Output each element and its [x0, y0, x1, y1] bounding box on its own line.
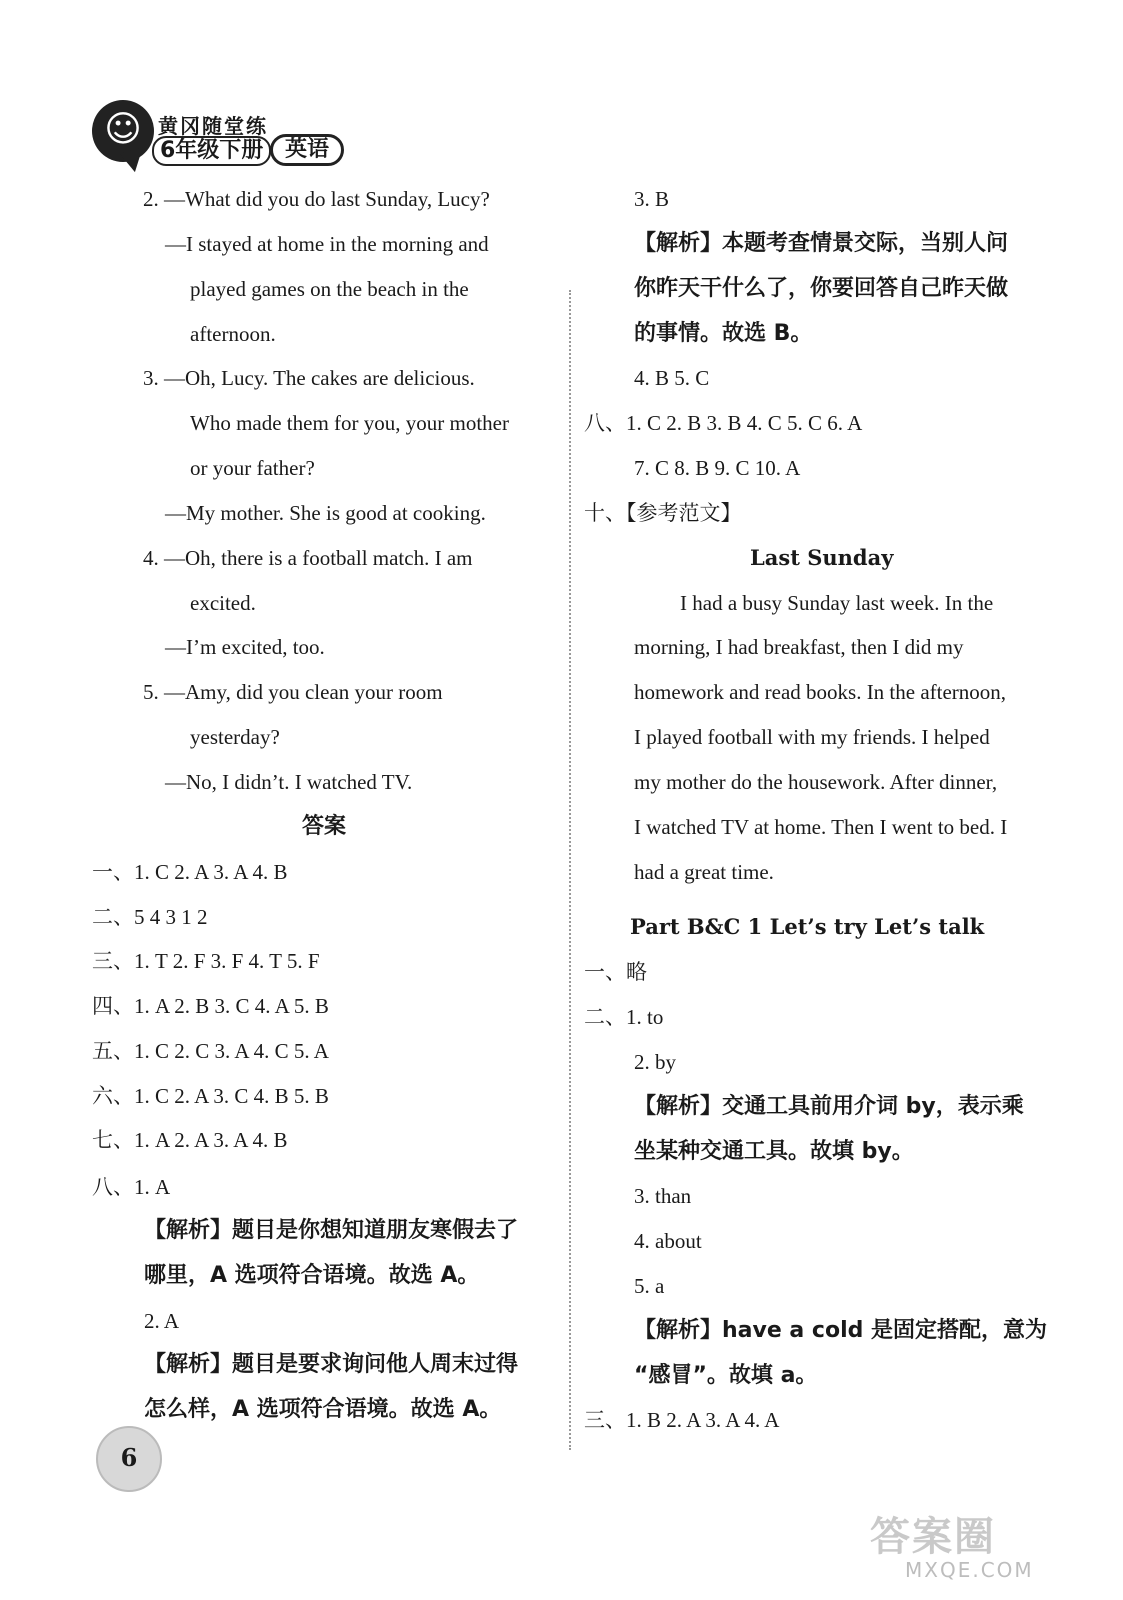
essay-line: my mother do the housework. After dinner, — [634, 770, 998, 794]
book-header — [92, 100, 362, 180]
dialogue-5-answer: —No, I didn’t. I watched TV. — [165, 770, 413, 794]
dialogue-3-answer: —My mother. She is good at cooking. — [165, 501, 486, 525]
dialogue-4-answer: —I’m excited, too. — [165, 635, 325, 659]
explanation-2-line-2: 怎么样，A 选项符合语境。故选 A。 — [144, 1397, 502, 1422]
part-title: Part B&C 1 Let’s try Let’s talk — [630, 914, 985, 939]
answer-section-4: 四、1. A 2. B 3. C 4. A 5. B — [92, 994, 329, 1018]
dialogue-2-question: 2. —What did you do last Sunday, Lucy? — [143, 187, 490, 211]
essay-line: I watched TV at home. Then I went to bed. I — [634, 815, 1008, 839]
column-divider — [569, 290, 571, 1450]
answer-section-7: 七、1. A 2. A 3. A 4. B — [92, 1128, 288, 1152]
dialogue-2-answer-line-2: played games on the beach in the — [190, 277, 469, 301]
dialogue-3-question-line-1: 3. —Oh, Lucy. The cakes are delicious. — [143, 366, 475, 390]
explanation-3-line-2: 你昨天干什么了，你要回答自己昨天做 — [634, 276, 1009, 301]
explanation-3-line-3: 的事情。故选 B。 — [634, 321, 813, 346]
dialogue-5-question-line-1: 5. —Amy, did you clean your room — [143, 680, 443, 704]
smiley-face-icon: ☺ — [92, 100, 154, 162]
dialogue-3-question-line-3: or your father? — [190, 456, 315, 480]
dialogue-5-question-line-2: yesterday? — [190, 725, 280, 749]
watermark-url: MXQE.COM — [905, 1558, 1034, 1582]
part-answer-2-3: 3. than — [634, 1184, 692, 1208]
essay-line: had a great time. — [634, 860, 774, 884]
part-answer-2-2: 2. by — [634, 1050, 676, 1074]
explanation-1-line-2: 哪里，A 选项符合语境。故选 A。 — [144, 1263, 480, 1288]
part-answer-2-1: 二、1. to — [584, 1005, 664, 1029]
explanation-5-line-1: 【解析】have a cold 是固定搭配，意为 — [634, 1318, 1048, 1343]
essay-line: homework and read books. In the afternoon, — [634, 680, 1007, 704]
answer-section-5: 五、1. C 2. C 3. A 4. C 5. A — [92, 1039, 329, 1063]
answer-section-8-line-2: 7. C 8. B 9. C 10. A — [634, 456, 801, 480]
dialogue-2-answer-line-3: afternoon. — [190, 322, 276, 346]
answers-heading: 答案 — [302, 814, 347, 839]
answer-8-2: 2. A — [144, 1309, 180, 1333]
series-title: 黄冈随堂练 — [158, 114, 268, 138]
answer-section-10: 十、【参考范文】 — [584, 501, 742, 525]
essay-line: I had a busy Sunday last week. In the — [680, 591, 994, 615]
watermark-logo: 答案圈 — [870, 1514, 996, 1560]
answers-4-5: 4. B 5. C — [634, 366, 710, 390]
explanation-4-line-2: 坐某种交通工具。故填 by。 — [634, 1139, 914, 1164]
dialogue-3-question-line-2: Who made them for you, your mother — [190, 411, 509, 435]
part-answer-3: 三、1. B 2. A 3. A 4. A — [584, 1408, 780, 1432]
answer-section-3: 三、1. T 2. F 3. F 4. T 5. F — [92, 949, 320, 973]
speech-bubble-tail — [120, 147, 149, 174]
essay-title: Last Sunday — [750, 545, 894, 570]
explanation-4-line-1: 【解析】交通工具前用介词 by，表示乘 — [634, 1094, 1024, 1119]
dialogue-2-answer-line-1: —I stayed at home in the morning and — [165, 232, 489, 256]
page-number-badge: 6 — [96, 1426, 162, 1492]
dialogue-4-question-line-2: excited. — [190, 591, 256, 615]
answer-section-8-line-1: 八、1. C 2. B 3. B 4. C 5. C 6. A — [584, 411, 863, 435]
answer-3: 3. B — [634, 187, 670, 211]
part-answer-1: 一、略 — [584, 960, 647, 984]
explanation-5-line-2: “感冒”。故填 a。 — [634, 1363, 818, 1388]
explanation-2-line-1: 【解析】题目是要求询问他人周末过得 — [144, 1352, 519, 1377]
part-answer-2-5: 5. a — [634, 1274, 665, 1298]
answer-section-2: 二、5 4 3 1 2 — [92, 905, 208, 929]
explanation-1-line-1: 【解析】题目是你想知道朋友寒假去了 — [144, 1218, 519, 1243]
essay-line: morning, I had breakfast, then I did my — [634, 635, 964, 659]
answer-section-8: 八、1. A — [92, 1175, 171, 1199]
part-answer-2-4: 4. about — [634, 1229, 702, 1253]
answer-section-6: 六、1. C 2. A 3. C 4. B 5. B — [92, 1084, 329, 1108]
essay-line: I played football with my friends. I helped — [634, 725, 990, 749]
grade-label: 6年级下册 — [152, 136, 271, 166]
answer-section-1: 一、1. C 2. A 3. A 4. B — [92, 860, 288, 884]
dialogue-4-question-line-1: 4. —Oh, there is a football match. I am — [143, 546, 473, 570]
explanation-3-line-1: 【解析】本题考查情景交际，当别人问 — [634, 231, 1009, 256]
subject-label: 英语 — [270, 134, 344, 166]
